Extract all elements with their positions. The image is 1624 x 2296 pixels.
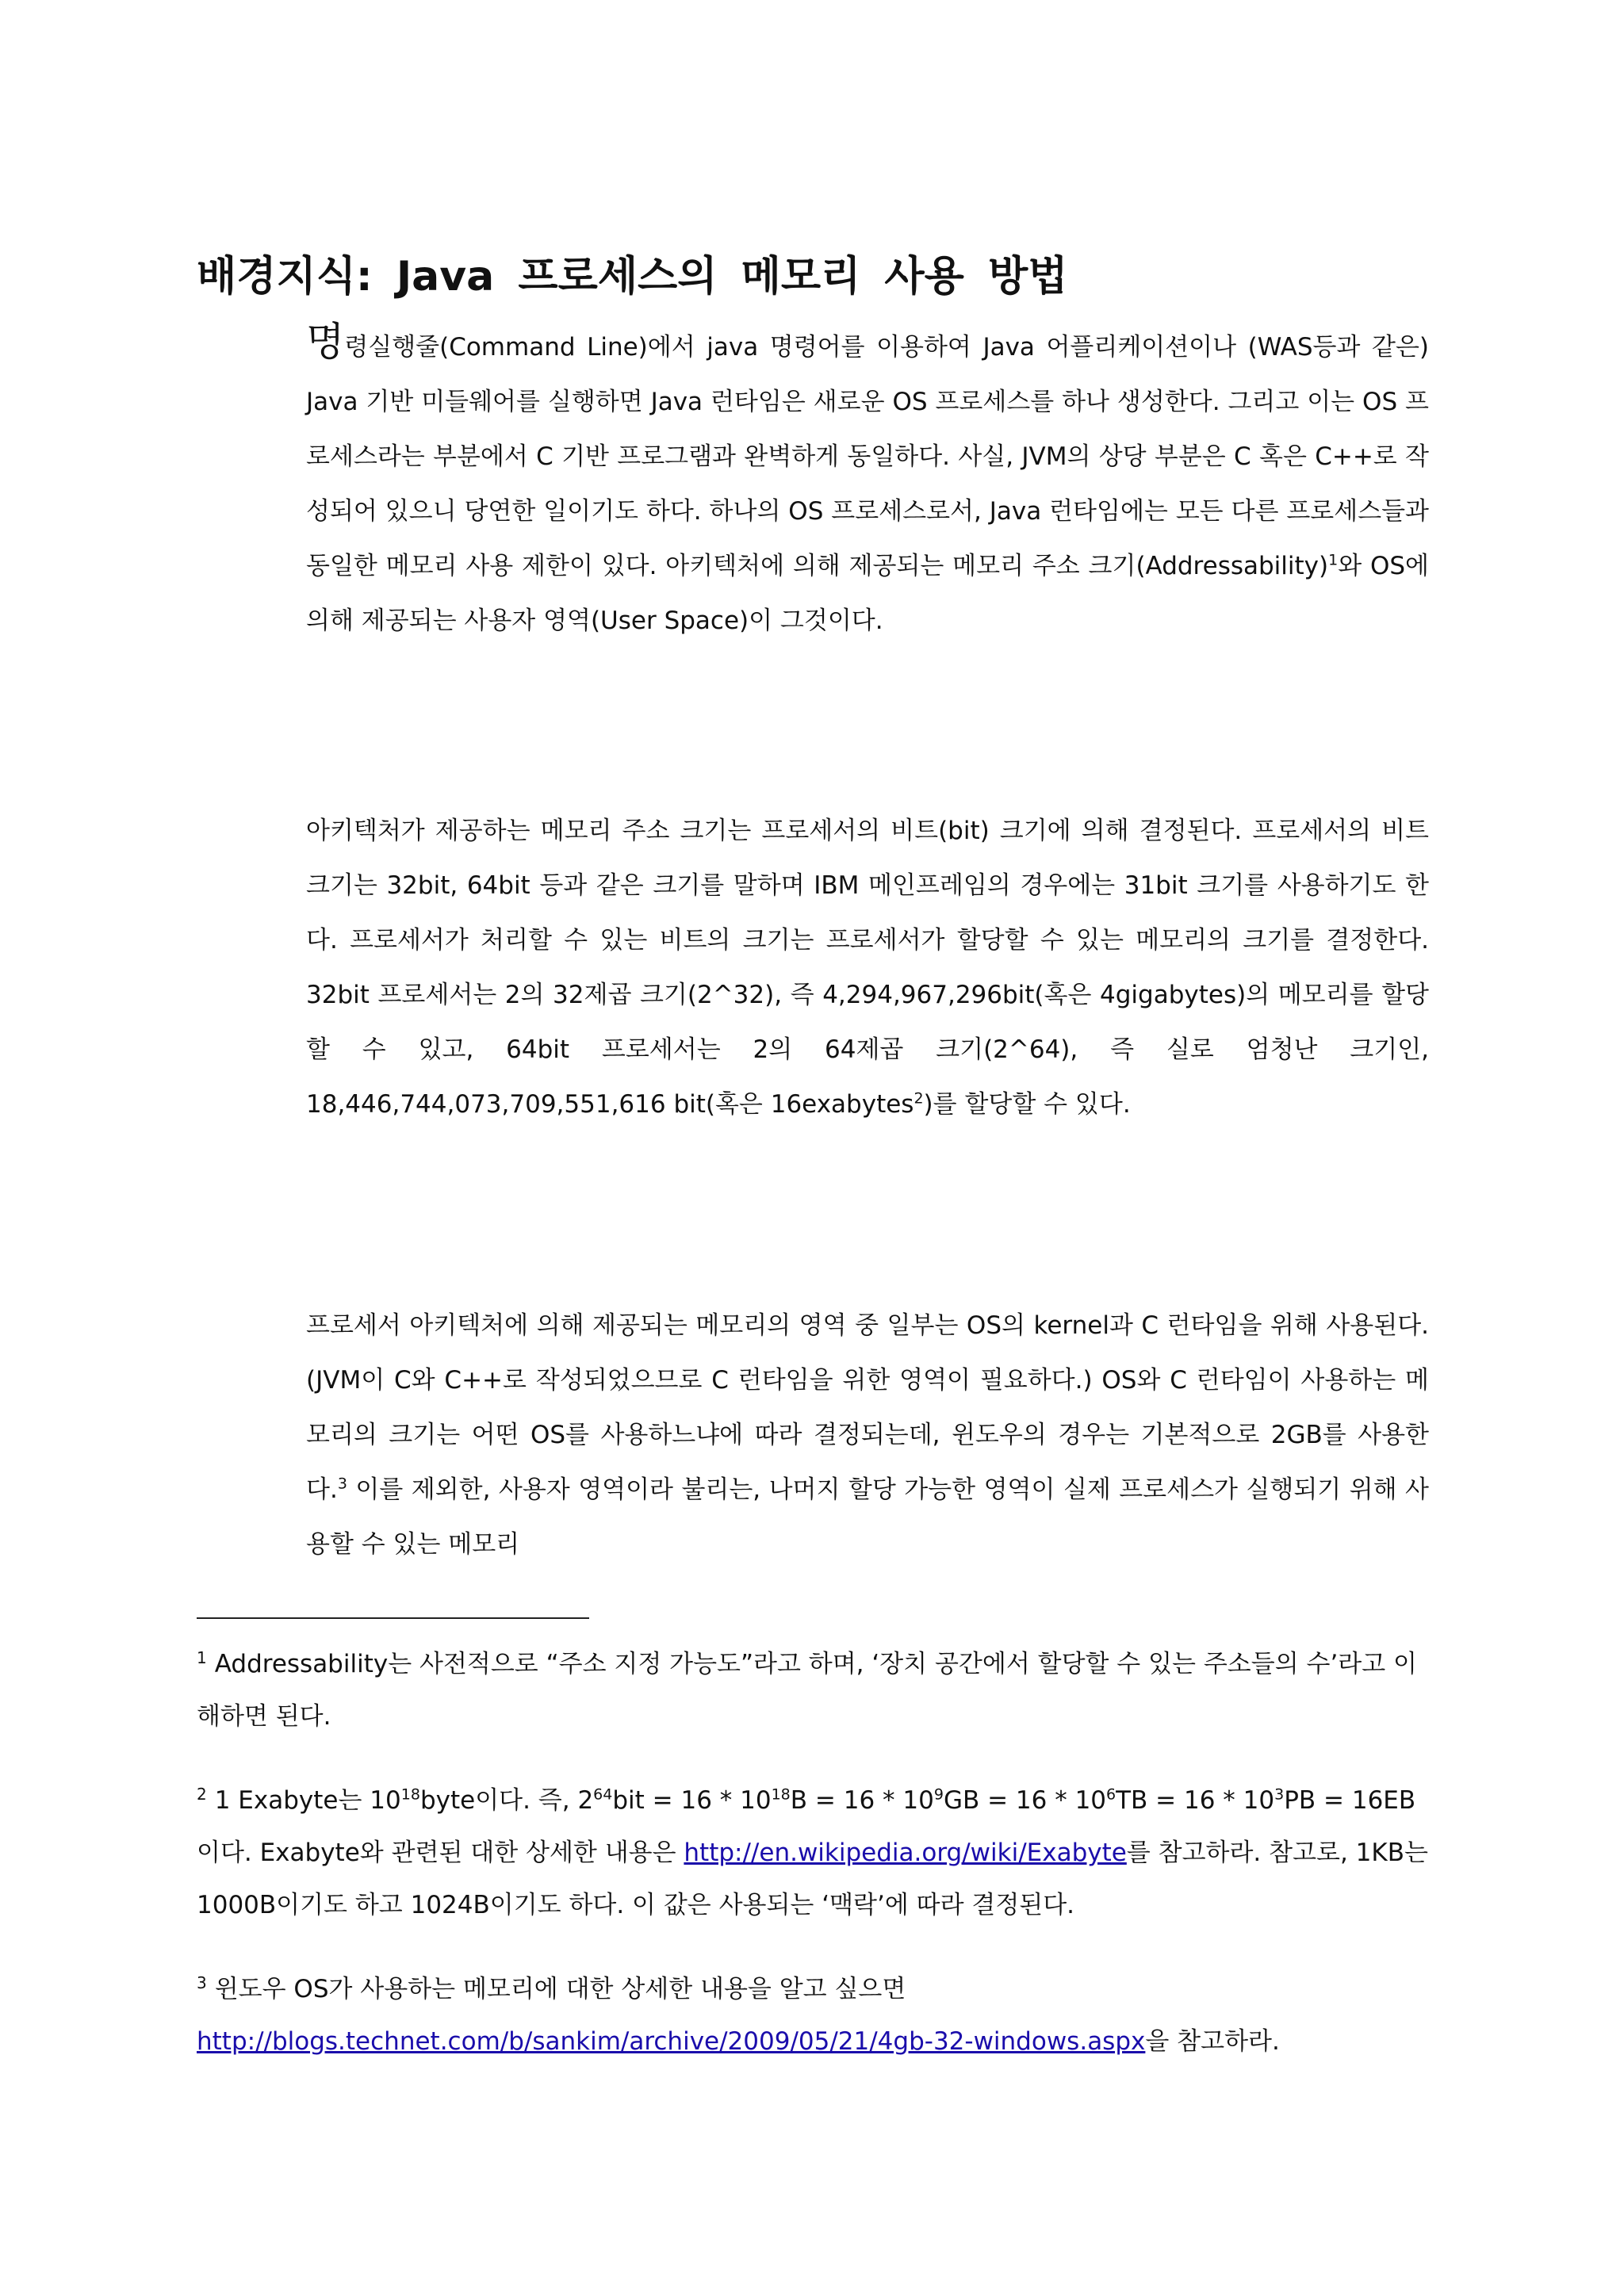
footnote-ref-3[interactable]: 3 xyxy=(337,1475,347,1493)
paragraph-3-text-a: 프로세서 아키텍처에 의해 제공되는 메모리의 영역 중 일부는 OS의 kernel과 C 런타임을 위해 사용된다. (JVM이 C와 C++로 작성되었으므로 C 런타임을 위한 영역이 필요하다.) OS와 C 런타임이 사용하는 메모리의 크기는 어떤 OS를 사용하느냐에 따라 결정되는데, 윈도우의 경우는 기본적으로 2GB를 사용한다. xyxy=(306,1311,1429,1504)
paragraph-2-text-b: )를 할당할 수 있다. xyxy=(923,1090,1131,1119)
footnote-separator xyxy=(197,1617,589,1619)
footnote-1-mark: 1 xyxy=(197,1647,207,1667)
exponent: 9 xyxy=(933,1785,944,1804)
paragraph-2-text-a: 아키텍처가 제공하는 메모리 주소 크기는 프로세서의 비트(bit) 크기에 의해 결정된다. 프로세서의 비트 크기는 32bit, 64bit 등과 같은 크기를 말하며 IBM 메인프레임의 경우에는 31bit 크기를 사용하기도 한다. 프로세서가 처리할 수 있는 비트의 크기는 프로세서가 할당할 수 있는 메모리의 크기를 결정한다. 32bit 프로세서는 2의 32제곱 크기(2^32), 즉 4,294,967,296bit(혹은 4gigabytes)의 메모리를 할당할 수 있고, 64bit 프로세서는 2의 64제곱 크기(2^64), 즉 실로 엄청난 크기인, 18,446,744,073,709,551,616 bit(혹은 16exabytes xyxy=(306,817,1429,1119)
paragraph-3-text-b: 이를 제외한, 사용자 영역이라 불리는, 나머지 할당 가능한 영역이 실제 프로세스가 실행되기 위해 사용할 수 있는 메모리 xyxy=(306,1475,1429,1559)
footnote-ref-1[interactable]: 1 xyxy=(1328,551,1339,569)
footnote-3-text-b: 을 참고하라. xyxy=(1145,2027,1280,2056)
exponent: 18 xyxy=(771,1785,791,1804)
paragraph-1-text-a: 령실행줄(Command Line)에서 java 명령어를 이용하여 Java 어플리케이션이나 (WAS등과 같은) Java 기반 미들웨어를 실행하면 Java 런타임은 새로운 OS 프로세스를 하나 생성한다. 그리고 이는 OS 프로세스라는 부분에서 C 기반 프로그램과 완벽하게 동일하다. 사실, JVM의 상당 부분은 C 혹은 C++로 작성되어 있으니 당연한 일이기도 하다. 하나의 OS 프로세스로서, Java 런타임에는 모든 다른 프로세스들과 동일한 메모리 사용 제한이 있다. 아키텍처에 의해 제공되는 메모리 주소 크기(Addressability) xyxy=(306,333,1429,580)
exabyte-wiki-link[interactable]: http://en.wikipedia.org/wiki/Exabyte xyxy=(684,1839,1127,1867)
footnote-3-text: 윈도우 OS가 사용하는 메모리에 대한 상세한 내용을 알고 싶으면 xyxy=(214,1975,906,2003)
footnote-2-text: B = 16 * 10 xyxy=(790,1786,934,1815)
exponent: 6 xyxy=(1106,1785,1116,1804)
exponent: 18 xyxy=(400,1785,420,1804)
footnote-2-text: bit = 16 * 10 xyxy=(612,1786,772,1815)
footnote-2 xyxy=(197,1774,1434,1931)
footnote-3 xyxy=(197,1963,1434,2068)
exponent: 3 xyxy=(1274,1785,1285,1804)
drop-cap: 명 xyxy=(306,319,345,365)
exponent: 64 xyxy=(593,1785,613,1804)
footnote-2-text: byte이다. 즉, 2 xyxy=(419,1786,594,1815)
paragraph-3 xyxy=(306,1299,1429,1572)
footnote-2-text: 1 Exabyte는 10 xyxy=(214,1786,401,1815)
footnote-3-mark: 3 xyxy=(197,1973,207,1992)
footnote-2-text: 를 참고하라. 참고로, 1KB는 1000B이기도 하고 1024B이기도 하다. 이 값은 사용되는 ‘맥락’에 따라 결정된다. xyxy=(197,1839,1428,1919)
technet-blog-link[interactable]: http://blogs.technet.com/b/sankim/archive/2009/05/21/4gb-32-windows.aspx xyxy=(197,2027,1146,2056)
footnote-1 xyxy=(197,1638,1434,1743)
footnote-1-text: Addressability는 사전적으로 “주소 지정 가능도”라고 하며, ‘장치 공간에서 할당할 수 있는 주소들의 수’라고 이해하면 된다. xyxy=(197,1650,1417,1731)
footnote-2-text: GB = 16 * 10 xyxy=(943,1786,1107,1815)
page-title: 배경지식: Java 프로세스의 메모리 사용 방법 xyxy=(197,253,1068,300)
footnote-2-text: TB = 16 * 10 xyxy=(1116,1786,1275,1815)
paragraph-1-text-b: 와 OS에 의해 제공되는 사용자 영역(User Space)이 그것이다. xyxy=(306,552,1430,635)
paragraph-2 xyxy=(306,804,1429,1132)
paragraph-1 xyxy=(306,320,1429,649)
footnote-ref-2[interactable]: 2 xyxy=(914,1089,924,1108)
footnote-2-mark: 2 xyxy=(197,1784,207,1804)
footnote-2-text: PB = 16EB 이다. Exabyte와 관련된 대한 상세한 내용은 xyxy=(197,1786,1416,1867)
